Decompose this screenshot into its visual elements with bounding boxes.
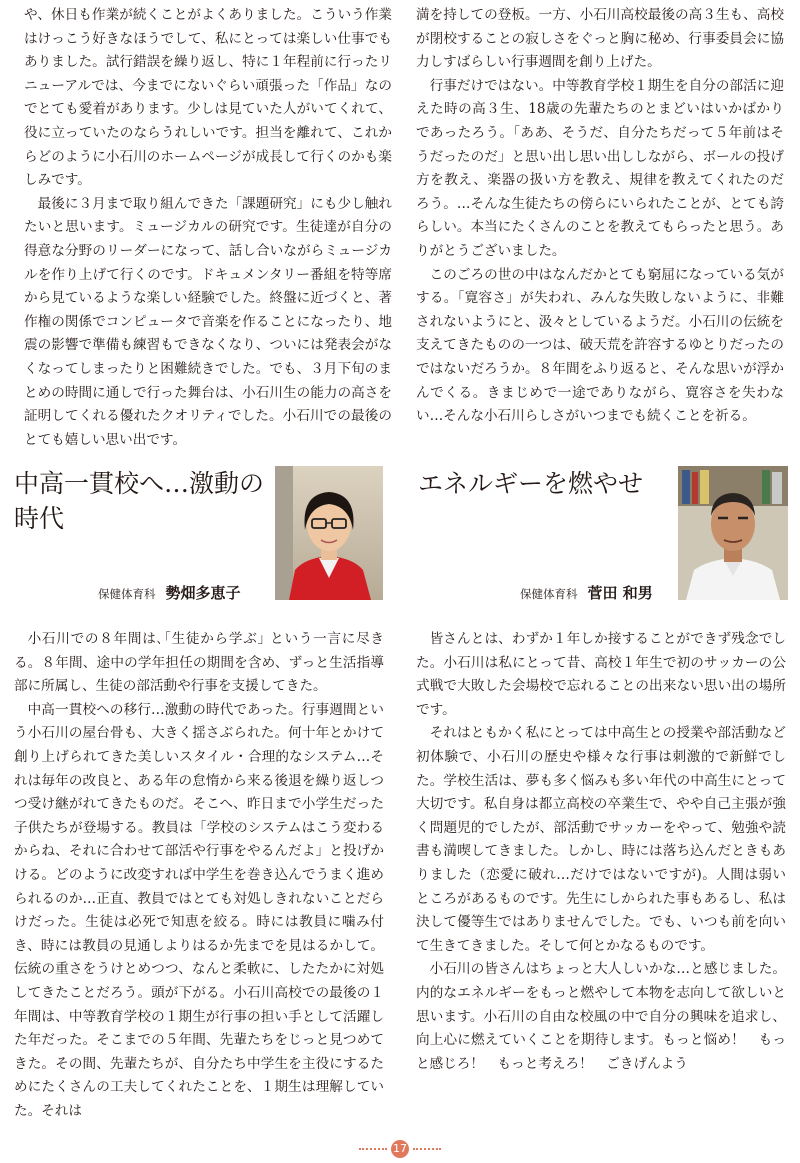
paragraph: 最後に３月まで取り組んできた「課題研究」にも少し触れたいと思います。ミュージカルの研究です。生徒達が自分の得意な分野のリーダーになって、話し合いながらミュージカルを作り上げて行くのです。ドキュメンタリー番組を特等席から見ているような楽しい経験でした。終盤に近づくと、著作権の関係でコンピュータで音楽を作ることになったり、地震の影響で準備も練習もできなくなり、ついには発表会がなくなってしまったりと困難続きでした。でも、３月下旬のまとめの時間に通しで行った舞台は、小石川生の能力の高さを証明してくれる優れたクオリティでした。小石川での最後のとても嬉しい思い出です。: [24, 195, 392, 448]
footer-dots-left: [359, 1148, 387, 1150]
author-photo-right: [678, 466, 788, 600]
paragraph: 満を持しての登板。一方、小石川高校最後の高３生も、高校が閉校することの寂しさをぐっと胸に秘め、行事委員会に協力しすばらしい行事週間を創り上げた。: [416, 7, 784, 71]
paragraph: 皆さんとは、わずか１年しか接することができず残念でした。小石川は私にとって昔、高校１年生で初のサッカーの公式戦で大敗した会場校で忘れることの出来ない思い出の場所です。: [416, 631, 786, 718]
article-body-right: [416, 628, 786, 1076]
page-number: 17: [391, 1140, 409, 1158]
author-photo-left: [275, 466, 383, 600]
author-name: 菅田 和男: [587, 584, 653, 602]
paragraph: や、休日も作業が続くことがよくありました。こういう作業はけっこう好きなほうでして、私にとっては楽しい仕事でもありました。試行錯誤を繰り返し、特に１年程前に行ったリニューアルでは、今までにないぐらい頑張った「作品」なのでとても愛着があります。少しは見ていた人がいてくれて、役に立っていたのならうれしいです。担当を離れて、これからどのように小石川のホームページが成長して行くのかも楽しみです。: [24, 7, 392, 189]
paragraph: 中高一貫校への移行…激動の時代であった。行事週間という小石川の屋台骨も、大きく揺さぶられた。何十年とかけて創り上げられてきた美しいスタイル・合理的なシステム…それは毎年の改良と、ある年の怠惰から来る後退を繰り返しつつ受け継がれてきたものだ。そこへ、昨日まで小学生だった子供たちが登場する。教員は「学校のシステムはこう変わるからね、それに合わせて部活や行事をやるんだよ」と投げかける。どのように改変すれば中学生を巻き込んでうまく進められるのか…正直、教員ではとても対処しきれないことだらけだった。生徒は必死で知恵を絞る。時には教員に噛み付き、時には教員の見通しよりはるか先までを見はるかして。伝統の重さをうけとめつつ、なんと柔軟に、したたかに対処してきたことだろう。頭が下がる。小石川高校での最後の１年間は、中等教育学校の１期生が行事の担い手として活躍した年だった。そこまでの５年間、先輩たちをじっと見つめてきた。その間、先輩たちが、自分たち中学生を主役にするためにたくさんの工夫してくれたことを、１期生は理解していた。それは: [14, 701, 384, 1119]
portrait-image: [678, 466, 788, 600]
article-title-left: [14, 466, 274, 536]
portrait-image: [275, 466, 383, 600]
top-right-column: [416, 4, 784, 429]
department: 保健体育科: [520, 587, 578, 601]
byline-left: [98, 582, 241, 603]
title-line: 中高一貫校へ…激動の: [14, 469, 265, 498]
paragraph: このごろの世の中はなんだかとても窮屈になっている気がする。「寛容さ」が失われ、みんな失敗しないように、非難されないようにと、汲々としているようだ。小石川の伝統を支えてきたものの一つは、破天荒を許容するゆとりだったのではないだろうか。８年間をふり返ると、そんな思いが浮かんでくる。きまじめで一途でありながら、寛容さを失わない…そんな小石川らしさがいつまでも続くことを祈る。: [416, 266, 784, 425]
paragraph: 小石川での８年間は､｢生徒から学ぶ｣ という一言に尽きる。８年間、途中の学年担任の期間を含め、ずっと生活指導部に所属し、生徒の部活動や行事を支援してきた。: [14, 631, 384, 695]
title-line: エネルギーを燃やせ: [418, 469, 644, 498]
paragraph: 行事だけではない。中等教育学校１期生を自分の部活に迎えた時の高３生、18歳の先輩たちのとまどいはいかばかりであったろう。「ああ、そうだ、自分たちだって５年前はそうだったのだ」と思い出し思い出ししながら、ボールの投げ方を教え、楽器の扱い方を教え、規律を教えてくれたのだろう。…そんな生徒たちの傍らにいられたことが、とても誇らしい。本当にたくさんのことを教えてもらったと思う。ありがとうございました。: [416, 77, 784, 259]
footer-dots-right: [413, 1148, 441, 1150]
article-title-right: [418, 466, 678, 501]
top-left-column: [24, 4, 392, 452]
article-body-left: [14, 628, 384, 1123]
title-line: 時代: [14, 504, 65, 533]
department: 保健体育科: [98, 587, 156, 601]
paragraph: それはともかく私にとっては中高生との授業や部活動など初体験で、小石川の歴史や様々な行事は刺激的で新鮮でした。学校生活は、夢も多く悩みも多い年代の中高生にとって大切です。私自身は都立高校の卒業生で、やや自己主張が強く問題児的でしたが、部活動でサッカーをやって、勉強や読書も満喫してきました。しかし、時には落ち込んだときもありました（恋愛に破れ…だけではないですが)。人間は弱いところがあるものです。先生にしかられた事もあるし、私は決して優等生ではありませんでした。でも、いつも前を向いて生きてきました。そして何とかなるものです。: [416, 725, 786, 954]
paragraph: 小石川の皆さんはちょっと大人しいかな…と感じました。内的なエネルギーをもっと燃やして本物を志向して欲しいと思います。小石川の自由な校風の中で自分の興味を追求し、向上心に燃えていくことを期待します。もっと悩め！ もっと感じろ！ もっと考えろ！ ごきげんよう: [416, 961, 786, 1072]
author-name: 勢畑多恵子: [165, 584, 241, 602]
byline-right: [520, 582, 653, 603]
page-footer: [0, 1138, 800, 1158]
